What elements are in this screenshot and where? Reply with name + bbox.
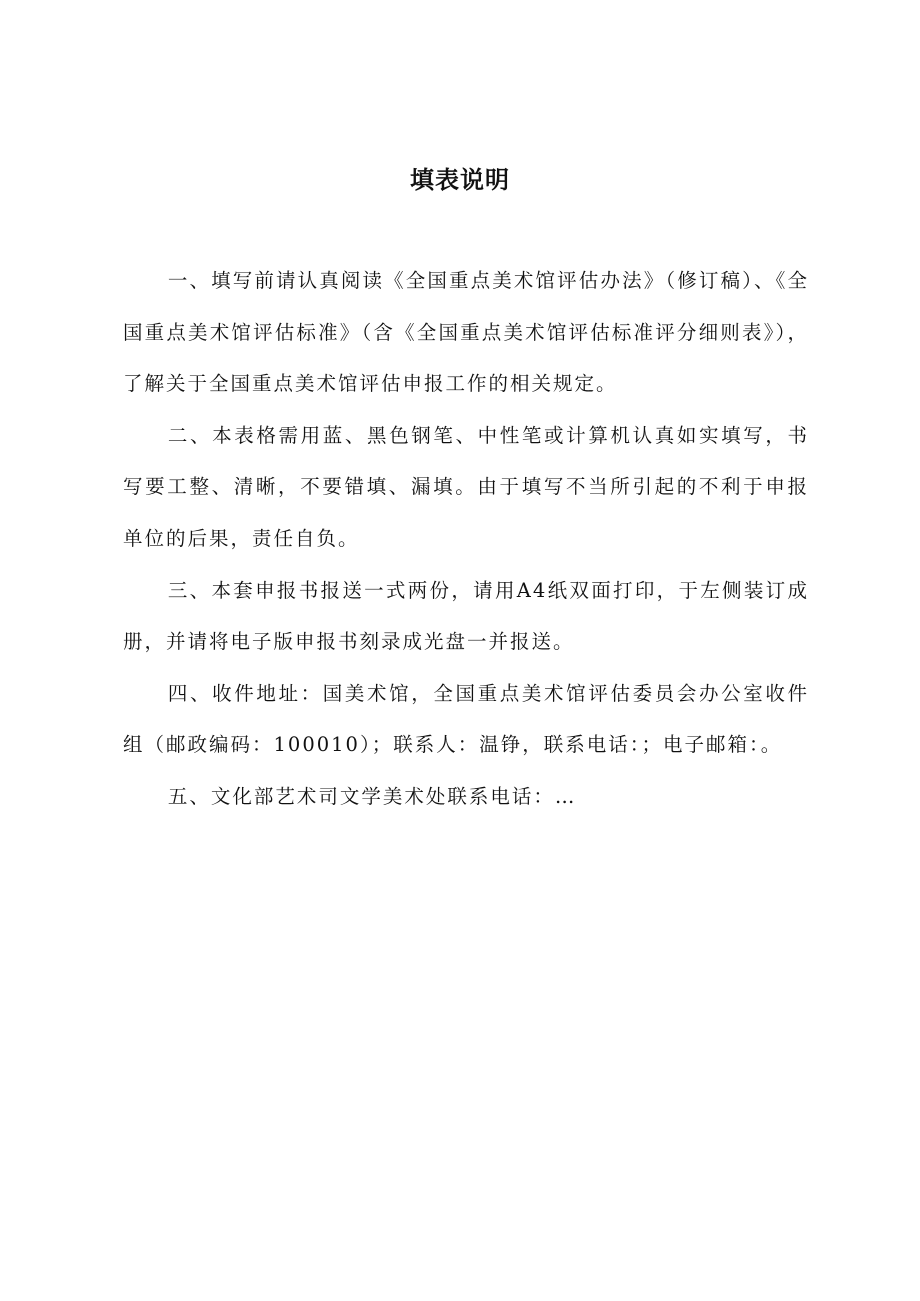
instruction-paragraph-3: 三、本套申报书报送一式两份，请用A4纸双面打印，于左侧装订成册，并请将电子版申报书刻录成光盘一并报送。: [123, 578, 809, 654]
instruction-paragraph-5: 五、文化部艺术司文学美术处联系电话：…: [167, 784, 577, 808]
instruction-paragraph-2: 二、本表格需用蓝、黑色钢笔、中性笔或计算机认真如实填写，书写要工整、清晰，不要错填、漏填。由于填写不当所引起的不利于申报单位的后果，责任自负。: [123, 423, 809, 550]
instruction-paragraph-1: 一、填写前请认真阅读《全国重点美术馆评估办法》（修订稿）、《全国重点美术馆评估标准》（含《全国重点美术馆评估标准评分细则表》），了解关于全国重点美术馆评估申报工作的相关规定。: [123, 269, 809, 396]
instructions-body: [123, 255, 809, 823]
page-title: 填表说明: [410, 166, 510, 194]
instruction-paragraph-4: 四、收件地址：国美术馆，全国重点美术馆评估委员会办公室收件组（邮政编码：100010）；联系人：温铮，联系电话：；电子邮箱：。: [123, 681, 809, 757]
